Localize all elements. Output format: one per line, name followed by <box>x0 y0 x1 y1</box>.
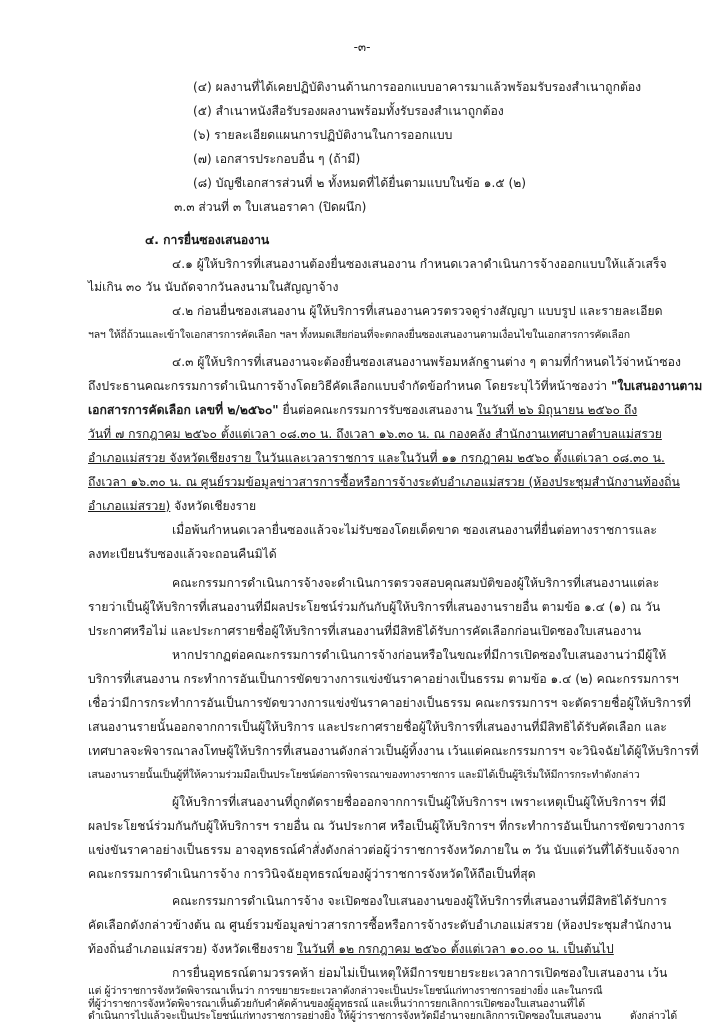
sub-section-3-3: ๓.๓ ส่วนที่ ๓ ใบเสนอราคา (ปิดผนึก) <box>174 200 367 214</box>
opening-date: ในวันที่ ๑๒ กรกฎาคม ๒๕๖๐ ตั้งแต่เวลา ๑๐.๐๐ น. เป็นต้นไป <box>297 942 614 956</box>
para-4-1-line-2: ไม่เกิน ๓๐ วัน นับถัดจากวันลงนามในสัญญาจ้าง <box>88 280 339 294</box>
para-4-3-line-7 <box>88 499 256 514</box>
para-appeal-line-4: คณะกรรมการดำเนินการจ้าง การวินิจฉัยอุทธรณ์ของผู้ว่าราชการจังหวัดให้ถือเป็นที่สุด <box>88 867 536 881</box>
para-4-1-line-1: ๔.๑ ผู้ให้บริการที่เสนองานต้องยื่นซองเสนองาน กำหนดเวลาดำเนินการจ้างออกแบบให้แล้วเสร็จ <box>172 257 667 271</box>
submission-to-committee: ยื่นต่อคณะกรรมการรับซองเสนองาน <box>278 403 477 417</box>
para-4-3-line-3 <box>88 403 637 418</box>
envelope-label-end: เอกสารการคัดเลือก เลขที่ ๒/๒๕๖๐" <box>88 403 279 417</box>
para-4-3-line-6: ถึงเวลา ๑๖.๓๐ น. ณ ศูนย์รวมข้อมูลข่าวสารการซื้อหรือการจ้างระดับอำเภอแม่สรวย (ห้องประชุมสำนักงานท้องถิ่น <box>88 475 680 489</box>
envelope-label-start: "ใบเสนองานตาม <box>611 379 703 393</box>
opening-venue: ท้องถิ่นอำเภอแม่สรวย) จังหวัดเชียงราย <box>88 942 298 956</box>
para-check-line-2: รายว่าเป็นผู้ให้บริการที่เสนองานที่มีผลประโยชน์ร่วมกันกับผู้ให้บริการที่เสนองานรายอื่น ตามข้อ ๑.๔ (๑) ณ วัน <box>88 600 661 614</box>
district-name: อำเภอแม่สรวย) <box>88 499 171 513</box>
province-name: จังหวัดเชียงราย <box>170 499 257 513</box>
para-4-3-line-2-text: ถึงประธานคณะกรรมการดำเนินการจ้างโดยวิธีคัดเลือกแบบจำกัดข้อกำหนด โดยระบุไว้ที่หน้าซองว่า <box>88 379 612 393</box>
para-open-line-2: คัดเลือกดังกล่าวข้างต้น ณ ศูนย์รวมข้อมูลข่าวสารการซื้อหรือการจ้างระดับอำเภอแม่สรวย (ห้องประชุมสำนักงาน <box>88 918 672 932</box>
para-open-line-3 <box>88 942 614 957</box>
submission-start-date: ในวันที่ ๒๖ มิถุนายน ๒๕๖๐ ถึง <box>476 403 638 417</box>
list-item-6: (๖) รายละเอียดแผนการปฏิบัติงานในการออกแบบ <box>193 128 453 142</box>
para-4-3-line-4: วันที่ ๗ กรกฎาคม ๒๕๖๐ ตั้งแต่เวลา ๐๘.๓๐ น. ถึงเวลา ๑๖.๓๐ น. ณ กองคลัง สำนักงานเทศบาลตำบลแม่สรวย <box>88 427 662 441</box>
para-check-line-1: คณะกรรมการดำเนินการจ้างจะดำเนินการตรวจสอบคุณสมบัติของผู้ให้บริการที่เสนองานแต่ละ <box>172 576 660 590</box>
section-4-heading: ๔. การยื่นซองเสนองาน <box>145 233 270 247</box>
para-interference-line-6: เสนองานรายนั้นเป็นผู้ที่ให้ความร่วมมือเป็นประโยชน์ต่อการพิจารณาของทางราชการ และมิได้เป็นผู้ริเริ่มให้มีการกระทำดังกล่าว <box>88 769 640 781</box>
para-4-2-line-1: ๔.๒ ก่อนยื่นซองเสนองาน ผู้ให้บริการที่เสนองานควรตรวจดูร่างสัญญา แบบรูป และรายละเอียด <box>172 304 663 318</box>
para-appeal-line-1: ผู้ให้บริการที่เสนองานที่ถูกตัดรายชื่อออกจากการเป็นผู้ให้บริการฯ เพราะเหตุเป็นผู้ให้บริการฯ ที่มี <box>172 795 667 809</box>
para-4-3-line-5: อำเภอแม่สรวย จังหวัดเชียงราย ในวันและเวลาราชการ และในวันที่ ๑๑ กรกฎาคม ๒๕๖๐ ตั้งแต่เวลา ๐๘.๓๐ น. <box>88 451 665 465</box>
para-final-line-1: การยื่นอุทธรณ์ตามวรรคห้า ย่อมไม่เป็นเหตุให้มีการขยายระยะเวลาการเปิดซองใบเสนองาน เว้น <box>172 966 668 980</box>
para-interference-line-4: เสนองานรายนั้นออกจากการเป็นผู้ให้บริการ และประกาศรายชื่อผู้ให้บริการที่เสนองานที่มีสิทธิได้รับคัดเลือก และ <box>88 720 667 734</box>
para-interference-line-1: หากปรากฏต่อคณะกรรมการดำเนินการจ้างก่อนหรือในขณะที่มีการเปิดซองใบเสนองานว่ามีผู้ให้ <box>172 648 667 662</box>
para-interference-line-3: เชื่อว่ามีการกระทำการอันเป็นการขัดขวางการแข่งขันราคาอย่างเป็นธรรม คณะกรรมการฯ จะตัดรายชื่อผู้ให้บริการที่ <box>88 696 691 710</box>
list-item-4: (๔) ผลงานที่ได้เคยปฏิบัติงานด้านการออกแบบอาคารมาแล้วพร้อมรับรองสำเนาถูกต้อง <box>193 80 642 94</box>
para-appeal-line-2: ผลประโยชน์ร่วมกันกับผู้ให้บริการฯ รายอื่น ณ วันประกาศ หรือเป็นผู้ให้บริการฯ ที่กระทำการอันเป็นการขัดขวางการ <box>88 819 685 833</box>
para-final-line-5: ดังกล่าวได้ <box>630 1010 678 1022</box>
para-final-line-4: ดำเนินการไปแล้วจะเป็นประโยชน์แก่ทางราชการอย่างยิ่ง ให้ผู้ว่าราชการจังหวัดมีอำนาจยกเลิกการเปิดซองใบเสนองาน <box>88 1010 602 1022</box>
para-open-line-1: คณะกรรมการดำเนินการจ้าง จะเปิดซองใบเสนองานของผู้ให้บริการที่เสนองานที่มีสิทธิได้รับการ <box>172 894 667 908</box>
para-interference-line-2: บริการที่เสนองาน กระทำการอันเป็นการขัดขวางการแข่งขันราคาอย่างเป็นธรรม ตามข้อ ๑.๔ (๒) คณะกรรมการฯ <box>88 672 679 686</box>
para-late-line-1: เมื่อพ้นกำหนดเวลายื่นซองแล้วจะไม่รับซองโดยเด็ดขาด ซองเสนองานที่ยื่นต่อทางราชการและ <box>172 523 657 537</box>
list-item-8: (๘) บัญชีเอกสารส่วนที่ ๒ ทั้งหมดที่ได้ยื่นตามแบบในข้อ ๑.๕ (๒) <box>193 176 526 190</box>
para-interference-line-5: เทศบาลจะพิจารณาลงโทษผู้ให้บริการที่เสนองานดังกล่าวเป็นผู้ทิ้งงาน เว้นแต่คณะกรรมการฯ จะวินิจฉัยได้ผู้ให้บริการที่ <box>88 744 699 758</box>
para-final-line-2: แต่ ผู้ว่าราชการจังหวัดพิจารณาเห็นว่า การขยายระยะเวลาดังกล่าวจะเป็นประโยชน์แก่ทางราชการอย่างยิ่ง และในกรณี <box>88 985 603 997</box>
para-final-line-3: ที่ผู้ว่าราชการจังหวัดพิจารณาเห็นด้วยกับคำคัดค้านของผู้อุทธรณ์ และเห็นว่าการยกเลิกการเปิดซองใบเสนองานที่ได้ <box>88 998 585 1010</box>
para-appeal-line-3: แข่งขันราคาอย่างเป็นธรรม อาจอุทธรณ์คำสั่งดังกล่าวต่อผู้ว่าราชการจังหวัดภายใน ๓ วัน นับแต่วันที่ได้รับแจ้งจาก <box>88 843 680 857</box>
list-item-5: (๕) สำเนาหนังสือรับรองผลงานพร้อมทั้งรับรองสำเนาถูกต้อง <box>193 104 504 118</box>
para-4-3-line-1: ๔.๓ ผู้ให้บริการที่เสนองานจะต้องยื่นซองเสนองานพร้อมหลักฐานต่าง ๆ ตามที่กำหนดไว้จ่าหน้าซอง <box>172 355 681 369</box>
para-check-line-3: ประกาศหรือไม่ และประกาศรายชื่อผู้ให้บริการที่เสนองานที่มีสิทธิได้รับการคัดเลือกก่อนเปิดซองใบเสนองาน <box>88 624 642 638</box>
page-number: -๓- <box>353 40 371 54</box>
para-4-3-line-2 <box>88 379 702 394</box>
list-item-7: (๗) เอกสารประกอบอื่น ๆ (ถ้ามี) <box>193 152 361 166</box>
para-late-line-2: ลงทะเบียนรับซองแล้วจะถอนคืนมิได้ <box>88 547 277 561</box>
para-4-2-line-2: ฯลฯ ให้ถี่ถ้วนและเข้าใจเอกสารการคัดเลือก ฯลฯ ทั้งหมดเสียก่อนที่จะตกลงยื่นซองเสนองานตามเงื่อนไขในเอกสารการคัดเลือก <box>88 329 630 341</box>
